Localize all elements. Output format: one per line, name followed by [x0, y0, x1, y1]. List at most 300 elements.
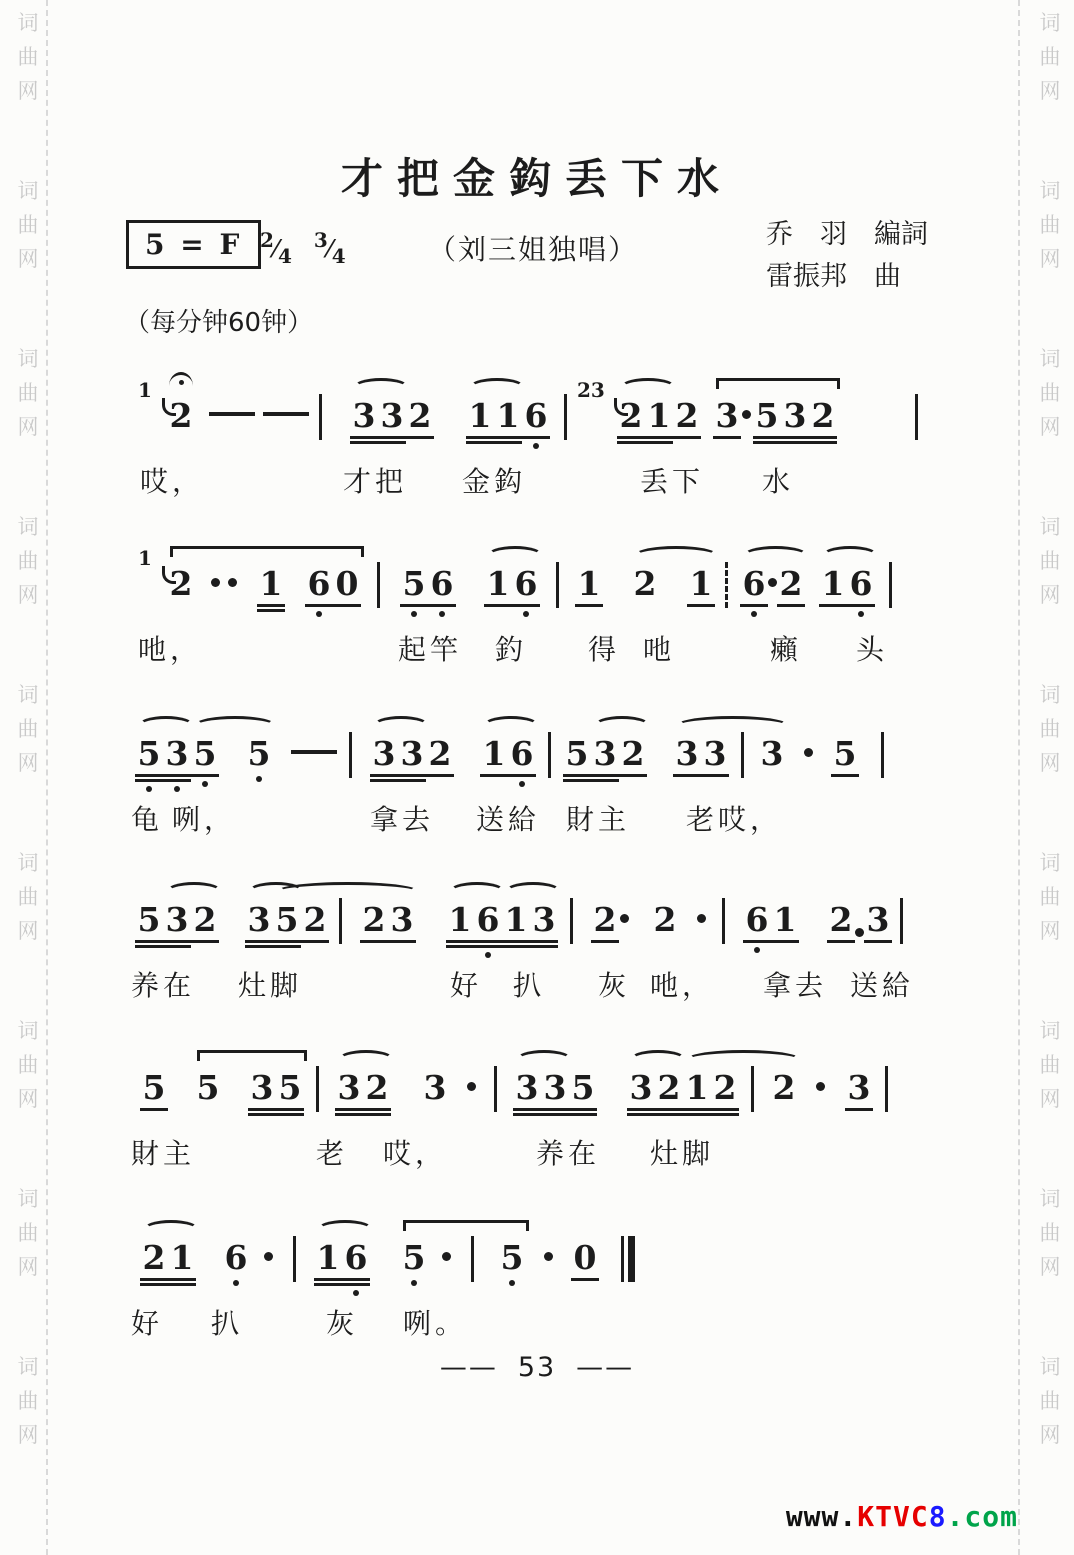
note-digit: 3 — [165, 900, 189, 939]
lyric-syllable: 老哎， — [686, 803, 783, 836]
watermark-char: 曲 — [1039, 45, 1061, 69]
beam-underline — [619, 774, 647, 777]
lyric-syllable: 哎， — [383, 1137, 448, 1170]
barline — [319, 394, 322, 440]
beam-underline — [819, 604, 847, 607]
lyric-syllable: 灰 — [326, 1307, 359, 1340]
song-title: 才把金鈎丢下水 — [340, 154, 733, 203]
note-digit: 1 — [689, 564, 713, 603]
octave-dot — [174, 786, 180, 792]
lyrics-row — [0, 1302, 1074, 1342]
note-token — [335, 1070, 363, 1116]
note-digit: 1 — [259, 564, 283, 603]
grace-note-digits: 1 — [138, 546, 152, 570]
note-token — [655, 1070, 683, 1116]
note-token — [711, 1070, 739, 1116]
note-digit: 5 — [137, 900, 161, 939]
note-digit: 1 — [504, 900, 528, 939]
barline — [564, 394, 567, 440]
beam-underline — [845, 1108, 873, 1111]
note-digit: 5 — [196, 1068, 220, 1107]
octave-dot — [411, 611, 417, 617]
barline — [885, 1066, 888, 1112]
barline — [293, 1236, 296, 1282]
lyric-syllable: 吔， — [138, 633, 203, 666]
beam-underline — [466, 436, 494, 439]
note-digit: 5 — [500, 1238, 524, 1277]
note-digit: 3 — [390, 900, 414, 939]
beam-underline — [314, 1283, 342, 1286]
page-number — [0, 1352, 1074, 1383]
slur-arc — [487, 546, 543, 565]
note-digit: 6 — [430, 564, 454, 603]
slur-arc — [138, 716, 194, 735]
note-token — [168, 1240, 196, 1286]
page-number-dash-left: —— — [439, 1352, 498, 1383]
beam-underline — [563, 774, 591, 777]
site-watermark-segment: www. — [785, 1500, 858, 1533]
lyric-syllable: 咧， — [172, 803, 237, 836]
note-digit: 1 — [468, 396, 492, 435]
beam-underline — [541, 1113, 569, 1116]
tie-bracket — [403, 1220, 529, 1231]
octave-dot — [233, 1280, 239, 1286]
note-digit: 1 — [685, 1068, 709, 1107]
beam-underline — [342, 1283, 370, 1286]
beam-underline — [687, 604, 715, 607]
watermark-char: 网 — [1039, 1255, 1061, 1279]
note-digit: 3 — [760, 734, 784, 773]
beam-underline — [591, 940, 619, 943]
octave-dot — [751, 611, 757, 617]
note-digit: 5 — [137, 734, 161, 773]
lyric-syllable: 养在 — [536, 1137, 601, 1170]
watermark-char: 词 — [17, 1355, 39, 1379]
note-digit: 3 — [372, 734, 396, 773]
slur-arc — [166, 882, 222, 901]
beam-underline — [163, 779, 191, 782]
note-token — [673, 736, 701, 777]
note-digit: 3 — [380, 396, 404, 435]
watermark-char: 网 — [1039, 751, 1061, 775]
beam-underline — [530, 940, 558, 943]
barline — [548, 732, 551, 778]
note-token — [541, 1070, 569, 1116]
note-token — [753, 398, 781, 444]
note-token — [140, 1240, 168, 1286]
note-digit: 2 — [653, 900, 677, 939]
lyric-syllable: 送給 — [850, 969, 915, 1002]
beam-underline — [627, 1108, 655, 1111]
beam-underline — [713, 436, 741, 439]
note-digit: 2 — [657, 1068, 681, 1107]
note-token — [770, 1070, 798, 1106]
lyric-syllable: 扒 — [513, 969, 546, 1002]
note-digit: 3 — [400, 734, 424, 773]
note-digit: 3 — [423, 1068, 447, 1107]
watermark-char: 曲 — [17, 381, 39, 405]
note-digit: 3 — [165, 734, 189, 773]
beam-underline — [494, 436, 522, 439]
note-digit: 3 — [715, 396, 739, 435]
beam-underline — [864, 940, 892, 943]
note-digit: 5 — [755, 396, 779, 435]
note-digit: 5 — [142, 1068, 166, 1107]
watermark-char: 词 — [17, 347, 39, 371]
beam-underline — [248, 1108, 276, 1111]
beam-underline — [370, 774, 398, 777]
barline — [889, 562, 892, 608]
beam-underline — [378, 441, 406, 444]
barline — [349, 732, 352, 778]
note-token — [428, 566, 456, 617]
note-digit: 1 — [316, 1238, 340, 1277]
watermark-char: 曲 — [1039, 381, 1061, 405]
beam-underline — [273, 940, 301, 943]
watermark-group — [10, 6, 46, 108]
note-digit: 3 — [250, 1068, 274, 1107]
lyric-syllable: 灶脚 — [238, 969, 303, 1002]
beam-underline — [701, 774, 729, 777]
beam-underline — [314, 1278, 342, 1281]
site-watermark-segment: KTVC — [857, 1500, 929, 1533]
note-token — [360, 902, 388, 943]
augmentation-dot — [816, 1082, 825, 1091]
note-token — [135, 736, 163, 792]
beam-underline — [333, 604, 361, 607]
beam-underline — [563, 779, 591, 782]
watermark-char: 曲 — [1039, 885, 1061, 909]
watermark-char: 曲 — [17, 1053, 39, 1077]
note-token — [135, 902, 163, 948]
beam-underline — [342, 1278, 370, 1281]
lyricist-credit: 乔 羽 編詞 — [766, 219, 928, 250]
note-digit: 1 — [647, 396, 671, 435]
duration-dash — [209, 412, 255, 416]
note-token — [781, 398, 809, 444]
barline — [722, 898, 725, 944]
lyrics-row — [0, 628, 1074, 668]
lyric-syllable: 灰 — [598, 969, 631, 1002]
note-digit: 3 — [247, 900, 271, 939]
beam-underline — [248, 1113, 276, 1116]
beam-underline — [350, 441, 378, 444]
lyric-syllable: 好 — [450, 969, 483, 1002]
watermark-group — [1032, 6, 1068, 108]
watermark-char: 网 — [17, 583, 39, 607]
note-token — [342, 1240, 370, 1296]
dashed-barline — [725, 562, 728, 608]
watermark-char: 词 — [1039, 1187, 1061, 1211]
slur-arc — [143, 1220, 199, 1239]
beam-underline — [502, 945, 530, 948]
note-token — [502, 902, 530, 948]
grace-note — [577, 378, 617, 424]
lyric-syllable: 养在 — [131, 969, 196, 1002]
slur-arc — [686, 1050, 801, 1069]
beam-underline — [512, 604, 540, 607]
watermark-char: 网 — [17, 247, 39, 271]
note-token — [591, 736, 619, 782]
beam-underline — [569, 1108, 597, 1111]
barline — [377, 562, 380, 608]
beam-underline — [466, 441, 494, 444]
beam-underline — [388, 940, 416, 943]
octave-dot — [858, 611, 864, 617]
beam-underline — [398, 779, 426, 782]
note-digit: 0 — [335, 564, 359, 603]
watermark-char: 曲 — [17, 549, 39, 573]
note-digit: 6 — [849, 564, 873, 603]
beam-underline — [135, 940, 163, 943]
augmentation-dot — [442, 1252, 451, 1261]
note-token — [400, 1240, 428, 1286]
note-digit: 2 — [303, 900, 327, 939]
octave-dot — [509, 1280, 515, 1286]
watermark-char: 词 — [1039, 1019, 1061, 1043]
barline — [570, 898, 573, 944]
grace-note — [138, 378, 165, 424]
octave-dot — [523, 611, 529, 617]
watermark-char: 网 — [1039, 583, 1061, 607]
barline — [494, 1066, 497, 1112]
note-token — [245, 736, 273, 782]
note-digit: 6 — [742, 564, 766, 603]
note-digit: 2 — [142, 1238, 166, 1277]
note-digit: 2 — [829, 900, 853, 939]
beam-underline — [809, 436, 837, 439]
note-token — [512, 566, 540, 617]
lyric-syllable: 咧。 — [403, 1307, 468, 1340]
lyric-syllable: 財主 — [131, 1137, 196, 1170]
beam-underline — [273, 945, 301, 948]
beam-underline — [446, 940, 474, 943]
watermark-char: 词 — [1039, 851, 1061, 875]
score-line — [0, 368, 1074, 498]
watermark-char: 词 — [17, 515, 39, 539]
note-token — [406, 398, 434, 439]
note-digit: 0 — [573, 1238, 597, 1277]
watermark-char: 词 — [17, 683, 39, 707]
lyric-syllable: 癩 — [770, 633, 803, 666]
beam-underline — [673, 436, 701, 439]
note-token — [474, 902, 502, 958]
beam-underline — [168, 1283, 196, 1286]
note-digit: 1 — [482, 734, 506, 773]
watermark-char: 网 — [1039, 919, 1061, 943]
augmentation-dot — [211, 578, 220, 587]
barline — [316, 1066, 319, 1112]
slur-arc — [620, 378, 676, 397]
note-token — [575, 566, 603, 607]
beam-underline — [831, 774, 859, 777]
slur-arc — [373, 716, 429, 735]
beam-underline — [245, 940, 273, 943]
slur-arc — [743, 546, 808, 565]
augmentation-dot — [264, 1252, 273, 1261]
barline — [900, 898, 903, 944]
lyric-syllable: 吔， — [650, 969, 715, 1002]
note-digit: 1 — [496, 396, 520, 435]
note-digit: 5 — [833, 734, 857, 773]
note-token — [140, 1070, 168, 1111]
note-digit: 6 — [307, 564, 331, 603]
beam-underline — [363, 1113, 391, 1116]
note-digit: 2 — [362, 900, 386, 939]
score-line — [0, 1040, 1074, 1170]
beam-underline — [743, 940, 771, 943]
beam-underline — [683, 1113, 711, 1116]
composer-credit: 雷振邦 曲 — [766, 261, 901, 292]
augmentation-dot — [228, 578, 237, 587]
watermark-char: 词 — [17, 11, 39, 35]
beam-underline — [617, 441, 645, 444]
lyrics-row — [0, 460, 1074, 500]
note-digit: 2 — [428, 734, 452, 773]
beam-underline — [426, 774, 454, 777]
beam-underline — [711, 1113, 739, 1116]
note-token — [740, 566, 768, 617]
page-number-dash-right: —— — [576, 1352, 635, 1383]
note-digit: 6 — [476, 900, 500, 939]
tie-bracket — [197, 1050, 307, 1061]
beam-underline — [781, 436, 809, 439]
note-token — [301, 902, 329, 943]
lyric-syllable: 灶脚 — [650, 1137, 715, 1170]
note-token — [627, 1070, 655, 1116]
note-digit: 5 — [247, 734, 271, 773]
note-token — [847, 566, 875, 617]
note-token — [257, 566, 285, 612]
note-token — [569, 1070, 597, 1116]
note-digit: 5 — [402, 1238, 426, 1277]
octave-dot — [411, 1280, 417, 1286]
note-token — [191, 736, 219, 787]
augmentation-dot — [742, 410, 751, 419]
octave-dot — [202, 781, 208, 787]
note-token — [619, 736, 647, 777]
watermark-char: 网 — [17, 415, 39, 439]
note-digit: 2 — [779, 564, 803, 603]
beam-underline — [135, 774, 163, 777]
note-token — [687, 566, 715, 607]
note-digit: 6 — [344, 1238, 368, 1277]
augmentation-dot — [768, 578, 777, 587]
beam-underline — [494, 441, 522, 444]
watermark-char: 词 — [17, 1187, 39, 1211]
watermark-char: 网 — [1039, 415, 1061, 439]
slur-arc — [353, 378, 409, 397]
note-token — [645, 398, 673, 444]
note-digit: 5 — [571, 1068, 595, 1107]
note-token — [400, 566, 428, 617]
note-token — [194, 1070, 222, 1106]
barline — [751, 1066, 754, 1112]
lyric-syllable: 才把 — [343, 465, 408, 498]
note-token — [245, 902, 273, 948]
octave-dot — [533, 443, 539, 449]
tempo-marking: （每分钟60钟） — [124, 308, 314, 338]
duration-dash — [263, 412, 309, 416]
lyric-syllable: 好 — [131, 1307, 164, 1340]
note-digit: 1 — [448, 900, 472, 939]
beam-underline — [474, 940, 502, 943]
note-token — [446, 902, 474, 948]
note-digit: 5 — [193, 734, 217, 773]
note-token — [864, 902, 892, 943]
note-digit: 6 — [224, 1238, 248, 1277]
lyric-syllable: 送給 — [476, 803, 541, 836]
note-token — [591, 902, 619, 943]
note-token — [498, 1240, 526, 1286]
grace-note-digits: 23 — [577, 378, 605, 402]
beam-underline — [140, 1283, 168, 1286]
beam-underline — [513, 1113, 541, 1116]
beam-underline — [753, 441, 781, 444]
note-digit: 3 — [783, 396, 807, 435]
beam-underline — [771, 940, 799, 943]
note-token — [771, 902, 799, 943]
slur-arc — [483, 716, 539, 735]
beam-underline — [191, 774, 219, 777]
beam-underline — [163, 940, 191, 943]
beam-underline — [575, 604, 603, 607]
score-line — [0, 706, 1074, 836]
watermark-char: 词 — [1039, 683, 1061, 707]
note-digit: 1 — [773, 900, 797, 939]
note-digit: 3 — [703, 734, 727, 773]
note-token — [713, 398, 741, 439]
slur-arc — [338, 1050, 394, 1069]
note-token — [845, 1070, 873, 1111]
score-line — [0, 872, 1074, 1002]
barline — [881, 732, 884, 778]
note-digit: 2 — [193, 900, 217, 939]
beam-underline — [571, 1278, 599, 1281]
note-digit: 2 — [408, 396, 432, 435]
note-digit: 3 — [866, 900, 890, 939]
note-digit: 6 — [745, 900, 769, 939]
note-token — [819, 566, 847, 607]
final-barline — [621, 1236, 635, 1282]
slur-arc — [630, 1050, 686, 1069]
tie-bracket — [716, 378, 840, 389]
barline — [741, 732, 744, 778]
note-digit: 3 — [515, 1068, 539, 1107]
beam-underline — [683, 1108, 711, 1111]
note-token — [163, 736, 191, 792]
note-token — [163, 902, 191, 948]
augmentation-dot — [544, 1252, 553, 1261]
barline — [471, 1236, 474, 1282]
watermark-char: 网 — [1039, 79, 1061, 103]
lyric-syllable: 水 — [762, 465, 795, 498]
beam-underline — [645, 441, 673, 444]
beam-underline — [740, 604, 768, 607]
note-token — [571, 1240, 599, 1281]
note-digit: 2 — [621, 734, 645, 773]
watermark-char: 网 — [17, 1255, 39, 1279]
beam-underline — [276, 1108, 304, 1111]
beam-underline — [378, 436, 406, 439]
octave-dot — [316, 611, 322, 617]
watermark-char: 网 — [1039, 1087, 1061, 1111]
watermark-char: 网 — [1039, 1423, 1061, 1447]
note-digit: 5 — [402, 564, 426, 603]
note-token — [370, 736, 398, 782]
note-token — [167, 398, 195, 434]
watermark-char: 网 — [17, 919, 39, 943]
